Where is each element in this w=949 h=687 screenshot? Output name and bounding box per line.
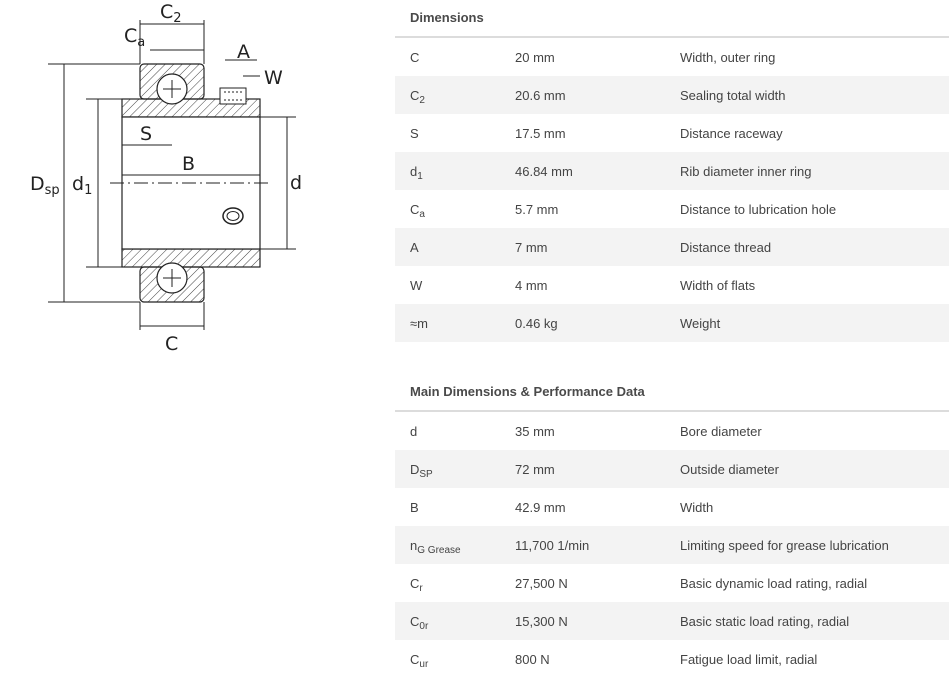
value-cell: 17.5 mm (515, 125, 566, 141)
label-s: S (140, 123, 153, 145)
label-c2: $C_2$ (160, 1, 182, 26)
label-b: B (182, 153, 196, 175)
description-cell: Basic static load rating, radial (680, 613, 850, 629)
table-row (395, 304, 949, 342)
description-cell: Distance thread (680, 239, 772, 255)
description-cell: Sealing total width (680, 87, 786, 103)
bearing-cross-section (0, 0, 395, 360)
description-cell: Rib diameter inner ring (680, 163, 812, 179)
main-dimensions-title: Main Dimensions & Performance Data (395, 374, 949, 412)
label-d1: $d_1$ (72, 173, 93, 198)
description-cell: Width, outer ring (680, 49, 776, 65)
description-cell: Outside diameter (680, 461, 779, 477)
description-cell: Limiting speed for grease lubrication (680, 537, 889, 553)
symbol-cell: $d_1$ (410, 163, 423, 182)
table-row (395, 412, 949, 450)
value-cell: 35 mm (515, 423, 555, 439)
table-row (395, 602, 949, 640)
description-cell: Distance to lubrication hole (680, 201, 837, 217)
value-cell: 20 mm (515, 49, 555, 65)
symbol-cell: $C_{0r}$ (410, 613, 429, 632)
table-row (395, 152, 949, 190)
symbol-cell: $C_r$ (410, 575, 423, 594)
label-w: W (264, 67, 283, 89)
table-row (395, 76, 949, 114)
table-row (395, 228, 949, 266)
value-cell: 7 mm (515, 239, 548, 255)
symbol-cell: $C_{ur}$ (410, 651, 429, 670)
bearing-drawing (0, 0, 395, 360)
main-dimensions-table (395, 412, 949, 678)
symbol-cell: $C_2$ (410, 87, 425, 106)
symbol-cell: W (410, 277, 423, 293)
symbol-cell: S (410, 125, 419, 141)
description-cell: Distance raceway (680, 125, 783, 141)
dimensions-title: Dimensions (395, 0, 949, 38)
label-dsp: $D_{sp}$ (30, 173, 60, 198)
table-row (395, 640, 949, 678)
value-cell: 20.6 mm (515, 87, 566, 103)
table-row (395, 190, 949, 228)
set-screw (220, 88, 246, 104)
table-row (395, 450, 949, 488)
table-row (395, 38, 949, 76)
value-cell: 11,700 1/min (515, 537, 590, 553)
table-row (395, 526, 949, 564)
table-row (395, 114, 949, 152)
value-cell: 27,500 N (515, 575, 568, 591)
value-cell: 4 mm (515, 277, 548, 293)
symbol-cell: ≈m (410, 315, 428, 331)
symbol-cell: B (410, 499, 419, 515)
value-cell: 800 N (515, 651, 550, 667)
description-cell: Width (680, 499, 714, 515)
table-row (395, 266, 949, 304)
symbol-cell: $D_{SP}$ (410, 461, 433, 480)
value-cell: 5.7 mm (515, 201, 559, 217)
description-cell: Width of flats (680, 277, 756, 293)
value-cell: 0.46 kg (515, 315, 558, 331)
description-cell: Bore diameter (680, 423, 762, 439)
label-c: C (165, 333, 179, 355)
value-cell: 72 mm (515, 461, 555, 477)
description-cell: Weight (680, 315, 721, 331)
value-cell: 42.9 mm (515, 499, 566, 515)
symbol-cell: C (410, 49, 420, 65)
inner-ring-bottom (122, 249, 260, 267)
value-cell: 15,300 N (515, 613, 568, 629)
spec-tables (395, 0, 949, 678)
symbol-cell: $n_{G Grease}$ (410, 537, 461, 556)
description-cell: Basic dynamic load rating, radial (680, 575, 868, 591)
label-a: A (237, 41, 250, 63)
table-row (395, 488, 949, 526)
symbol-cell: $C_a$ (410, 201, 425, 220)
symbol-cell: A (410, 239, 419, 255)
dimensions-table (395, 38, 949, 342)
label-ca: $C_a$ (124, 25, 146, 50)
label-d: d (290, 172, 303, 194)
value-cell: 46.84 mm (515, 163, 573, 179)
description-cell: Fatigue load limit, radial (680, 651, 818, 667)
symbol-cell: d (410, 423, 418, 439)
table-row (395, 564, 949, 602)
